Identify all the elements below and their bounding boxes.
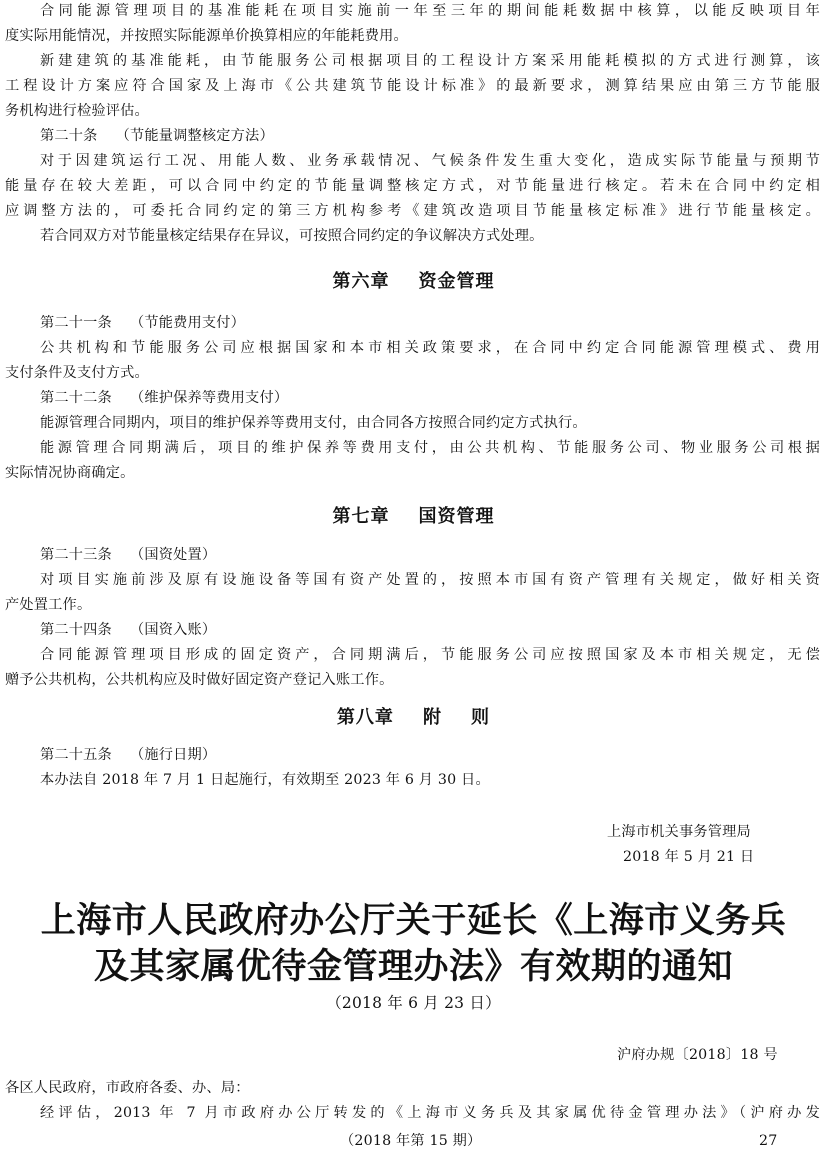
article-20-number: 第二十条 xyxy=(40,128,98,144)
article-24-title: （国资入账） xyxy=(129,622,217,638)
signature-organization: 上海市机关事务管理局 xyxy=(607,824,751,840)
paragraph-new-building-l3: 务机构进行检验评估。 xyxy=(5,103,149,119)
chapter-8-heading: 第八章 附 则 xyxy=(336,707,491,728)
article-22-number: 第二十二条 xyxy=(40,390,112,406)
notice-body-l1: 经评估，2013 年 7 月市政府办公厅转发的《上海市义务兵及其家属优待金管理办法》（沪府办发 xyxy=(40,1105,820,1121)
article-21-number: 第二十一条 xyxy=(40,315,112,331)
article-21-title: （节能费用支付） xyxy=(129,315,246,331)
article-25-text-l1: 本办法自 2018 年 7 月 1 日起施行，有效期至 2023 年 6 月 30 日。 xyxy=(40,772,490,788)
article-22-heading xyxy=(40,389,288,407)
article-20-heading xyxy=(40,127,274,145)
article-25-number: 第二十五条 xyxy=(40,747,112,763)
article-23-number: 第二十三条 xyxy=(40,547,112,563)
article-22-text-l3: 实际情况协商确定。 xyxy=(5,465,135,481)
article-23-text-l2: 产处置工作。 xyxy=(5,597,92,613)
article-22-text-l1: 能源管理合同期内，项目的维护保养等费用支付，由合同各方按照合同约定方式执行。 xyxy=(40,415,587,431)
article-22-title: （维护保养等费用支付） xyxy=(129,390,289,406)
article-20-title: （节能量调整核定方法） xyxy=(115,128,274,144)
article-21-text-l1: 公共机构和节能服务公司应根据国家和本市相关政策要求，在合同中约定合同能源管理模式、费用 xyxy=(40,340,820,356)
article-20-text-l1: 对于因建筑运行工况、用能人数、业务承载情况、气候条件发生重大变化，造成实际节能量与预期节 xyxy=(40,153,820,169)
article-20-text-l2: 能量存在较大差距，可以合同中约定的节能量调整核定方式，对节能量进行核定。若未在合同中约定相 xyxy=(5,178,820,194)
paragraph-baseline-energy-l1: 合同能源管理项目的基准能耗在项目实施前一年至三年的期间能耗数据中核算，以能反映项目年 xyxy=(40,3,820,19)
chapter-7-heading: 第七章 国资管理 xyxy=(332,506,495,527)
article-24-text-l1: 合同能源管理项目形成的固定资产，合同期满后，节能服务公司应按照国家及本市相关规定，无偿 xyxy=(40,647,820,663)
article-23-title: （国资处置） xyxy=(129,547,217,563)
signature-date: 2018 年 5 月 21 日 xyxy=(623,849,755,865)
article-24-text-l2: 赠予公共机构，公共机构应及时做好固定资产登记入账工作。 xyxy=(5,672,394,688)
chapter-6-heading: 第六章 资金管理 xyxy=(332,271,495,292)
article-24-heading xyxy=(40,621,216,639)
article-20-text-l4: 若合同双方对节能量核定结果存在异议，可按照合同约定的争议解决方式处理。 xyxy=(40,228,544,244)
addressees: 各区人民政府，市政府各委、办、局： xyxy=(5,1080,250,1096)
article-21-text-l2: 支付条件及支付方式。 xyxy=(5,365,149,381)
article-24-number: 第二十四条 xyxy=(40,622,112,638)
article-25-title: （施行日期） xyxy=(129,747,217,763)
paragraph-baseline-energy-l2: 度实际用能情况，并按照实际能源单价换算相应的年能耗费用。 xyxy=(5,28,408,44)
article-22-text-l2: 能源管理合同期满后，项目的维护保养等费用支付，由公共机构、节能服务公司、物业服务公司根据 xyxy=(40,440,820,456)
article-21-heading xyxy=(40,314,245,332)
paragraph-new-building-l1: 新建建筑的基准能耗，由节能服务公司根据项目的工程设计方案采用能耗模拟的方式进行测算，该 xyxy=(40,53,820,69)
article-25-heading xyxy=(40,746,216,764)
article-20-text-l3: 应调整方法的，可委托合同约定的第三方机构参考《建筑改造项目节能量核定标准》进行节能量核定。 xyxy=(5,203,820,219)
notice-date: （2018 年 6 月 23 日） xyxy=(326,994,501,1012)
document-number: 沪府办规〔2018〕18 号 xyxy=(617,1047,778,1063)
notice-title-line-2: 及其家属优待金管理办法》有效期的通知 xyxy=(93,946,733,987)
article-23-text-l1: 对项目实施前涉及原有设施设备等国有资产处置的，按照本市国有资产管理有关规定，做好相关资 xyxy=(40,572,820,588)
paragraph-new-building-l2: 工程设计方案应符合国家及上海市《公共建筑节能设计标准》的最新要求，测算结果应由第三方节能服 xyxy=(5,78,820,94)
article-23-heading xyxy=(40,546,216,564)
issue-label: （2018 年第 15 期） xyxy=(340,1133,482,1149)
page-number: 27 xyxy=(759,1133,778,1149)
notice-title-line-1: 上海市人民政府办公厅关于延长《上海市义务兵 xyxy=(40,900,787,941)
